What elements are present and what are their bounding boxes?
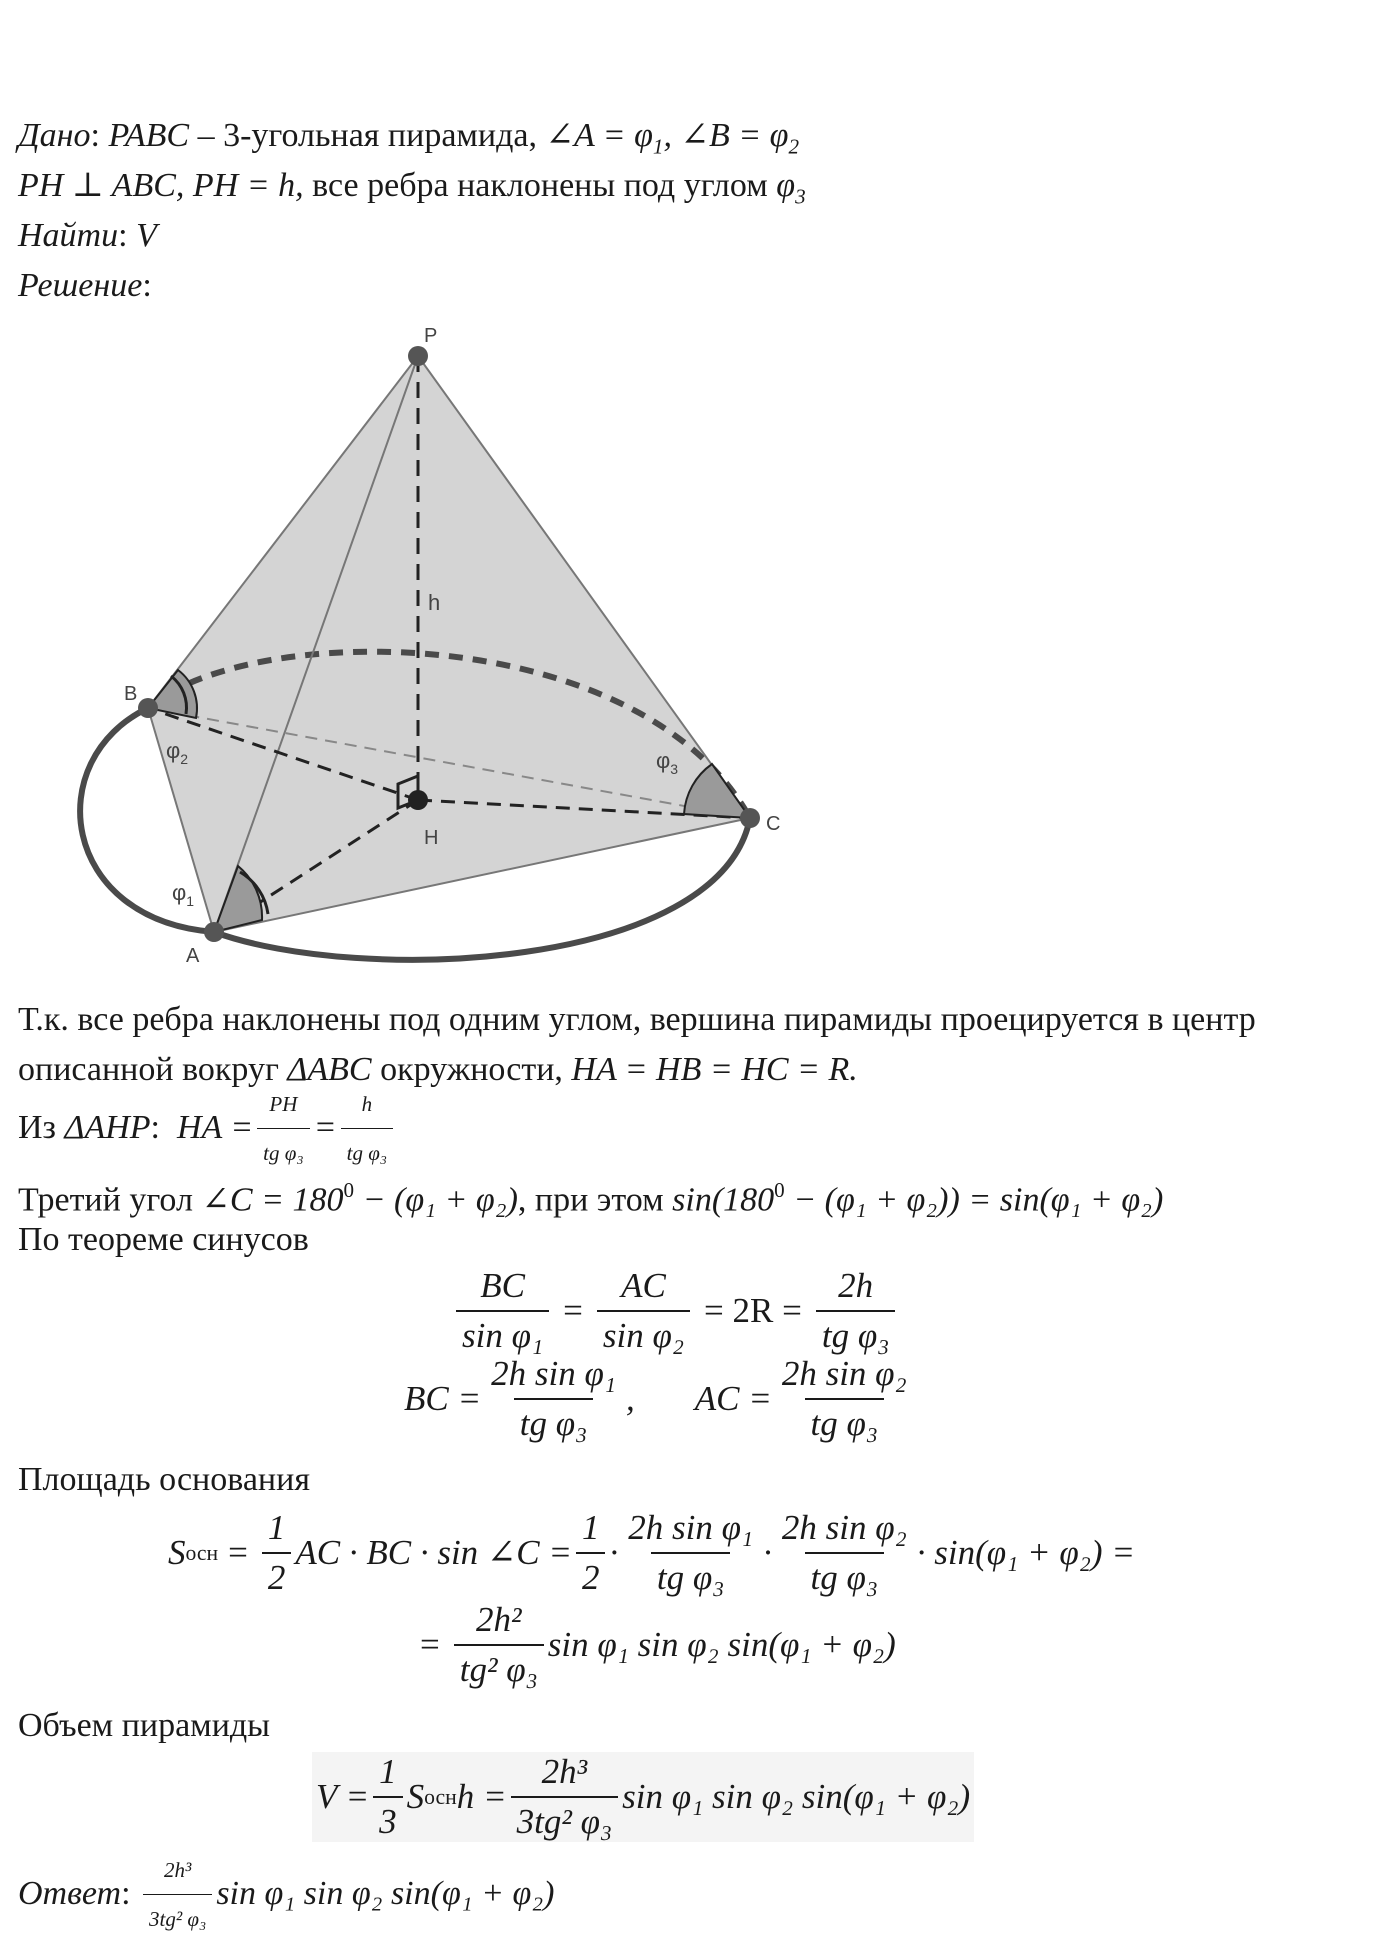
given-height: PH ⊥ ABC, PH = h, bbox=[18, 167, 304, 204]
para-3: Из ΔAHP : HA = $\frac{PH}{\text{tg φ₃}}$ = $\frac{h}{\text{tg φ₃}}$ bbox=[18, 1102, 397, 1154]
label-b: B bbox=[124, 683, 138, 705]
label-p: P bbox=[424, 325, 438, 347]
answer-fraction: $\frac{\text{2h³}}{\text{3tg² φ₃}}$ bbox=[143, 1850, 212, 1939]
label-h: H bbox=[424, 827, 439, 849]
para-1: Т.к. все ребра наклонены под одним углом, вершина пирамиды проецируется в центр bbox=[18, 1001, 1256, 1038]
vertex-b bbox=[138, 698, 158, 718]
vertex-h bbox=[408, 790, 428, 810]
given-edges-desc: все ребра наклонены под углом bbox=[312, 167, 768, 204]
given-line-1: Дано: PABC – 3-угольная пирамида, ∠A = $\varphi_1$, ∠B = $\varphi_2$ bbox=[18, 117, 800, 159]
given-angle-a: ∠A = φ bbox=[545, 117, 653, 154]
given-pyramid-desc: – 3-угольная пирамида, bbox=[197, 117, 538, 154]
para-5: По теореме синусов bbox=[18, 1221, 309, 1258]
vertex-a bbox=[204, 922, 224, 942]
given-pyramid: PABC bbox=[108, 117, 190, 154]
formula-base-area: S осн = $\frac{1}{2}$ AC · BC · sin ∠C = $\frac{1}{2}$ · $\frac{\text{2h sin φ₁}}{\text{tg φ₃}}$ · $\frac{\text{2h sin φ₂}}{\text{tg φ₃}}$ · sin(φ₁ + φ₂) = bbox=[168, 1508, 1135, 1597]
label-phi3: $\varphi_3$ bbox=[656, 748, 679, 777]
given-label: Дано bbox=[18, 117, 91, 154]
para-4: Третий угол ∠C = $180^0 - (\varphi_1 + \varphi_2)$, при этом $\sin(180^0 - (\varphi_1 + \varphi_2)) = \sin(\varphi_1 + \varphi_2)$ bbox=[18, 1178, 1164, 1219]
formula-bc-ac: BC = $\frac{\text{2h sin φ₁}}{\text{tg φ₃}}$ , AC = $\frac{\text{2h sin φ₂}}{\text{tg φ₃}}$ bbox=[404, 1354, 907, 1443]
pyramid-face bbox=[148, 356, 750, 932]
solution-line: Решение: bbox=[18, 267, 152, 304]
para-7: Объем пирамиды bbox=[18, 1707, 271, 1744]
fraction-ha-2: $\frac{h}{\text{tg φ₃}}$ bbox=[341, 1084, 394, 1173]
label-phi1: $\varphi_1$ bbox=[172, 880, 195, 909]
pyramid-figure bbox=[0, 320, 820, 980]
formula-volume: V = $\frac{1}{3}$ S осн h = $\frac{\text{2h³}}{\text{3tg² φ₃}}$ sin φ₁ sin φ₂ sin(φ₁ + φ₂) bbox=[312, 1752, 974, 1842]
solution-label: Решение bbox=[18, 267, 143, 304]
given-line-2: PH ⊥ ABC, PH = h, все ребра наклонены под углом $\varphi_3$ bbox=[18, 167, 806, 209]
label-phi2: $\varphi_2$ bbox=[166, 738, 189, 767]
para-2: описанной вокруг ΔABC окружности, HA = HB = HC = R. bbox=[18, 1051, 858, 1088]
label-c: C bbox=[766, 813, 781, 835]
label-a: A bbox=[186, 945, 200, 967]
find-line: Найти: V bbox=[18, 217, 157, 254]
given-angle-b: , ∠B = φ bbox=[663, 117, 789, 154]
label-height: h bbox=[428, 590, 441, 615]
formula-base-area-result: = $\frac{\text{2h²}}{\text{tg² φ₃}}$ sin φ₁ sin φ₂ sin(φ₁ + φ₂) bbox=[420, 1600, 896, 1689]
para-6: Площадь основания bbox=[18, 1461, 310, 1498]
answer-line: Ответ : $\frac{\text{2h³}}{\text{3tg² φ₃}}$ sin φ₁ sin φ₂ sin(φ₁ + φ₂) bbox=[18, 1864, 554, 1924]
find-label: Найти bbox=[18, 217, 119, 254]
vertex-p bbox=[408, 346, 428, 366]
answer-tail: sin φ₁ sin φ₂ sin(φ₁ + φ₂) bbox=[216, 1875, 555, 1912]
find-value: V bbox=[136, 217, 157, 254]
fraction-ha-1: $\frac{PH}{\text{tg φ₃}}$ bbox=[257, 1084, 310, 1173]
vertex-c bbox=[740, 808, 760, 828]
answer-label: Ответ bbox=[18, 1875, 122, 1912]
formula-sine-law: $\frac{BC}{\text{sin φ₁}}$ = $\frac{AC}{\text{sin φ₂}}$ = 2R = $\frac{2h}{\text{tg φ₃}}$ bbox=[452, 1266, 899, 1356]
